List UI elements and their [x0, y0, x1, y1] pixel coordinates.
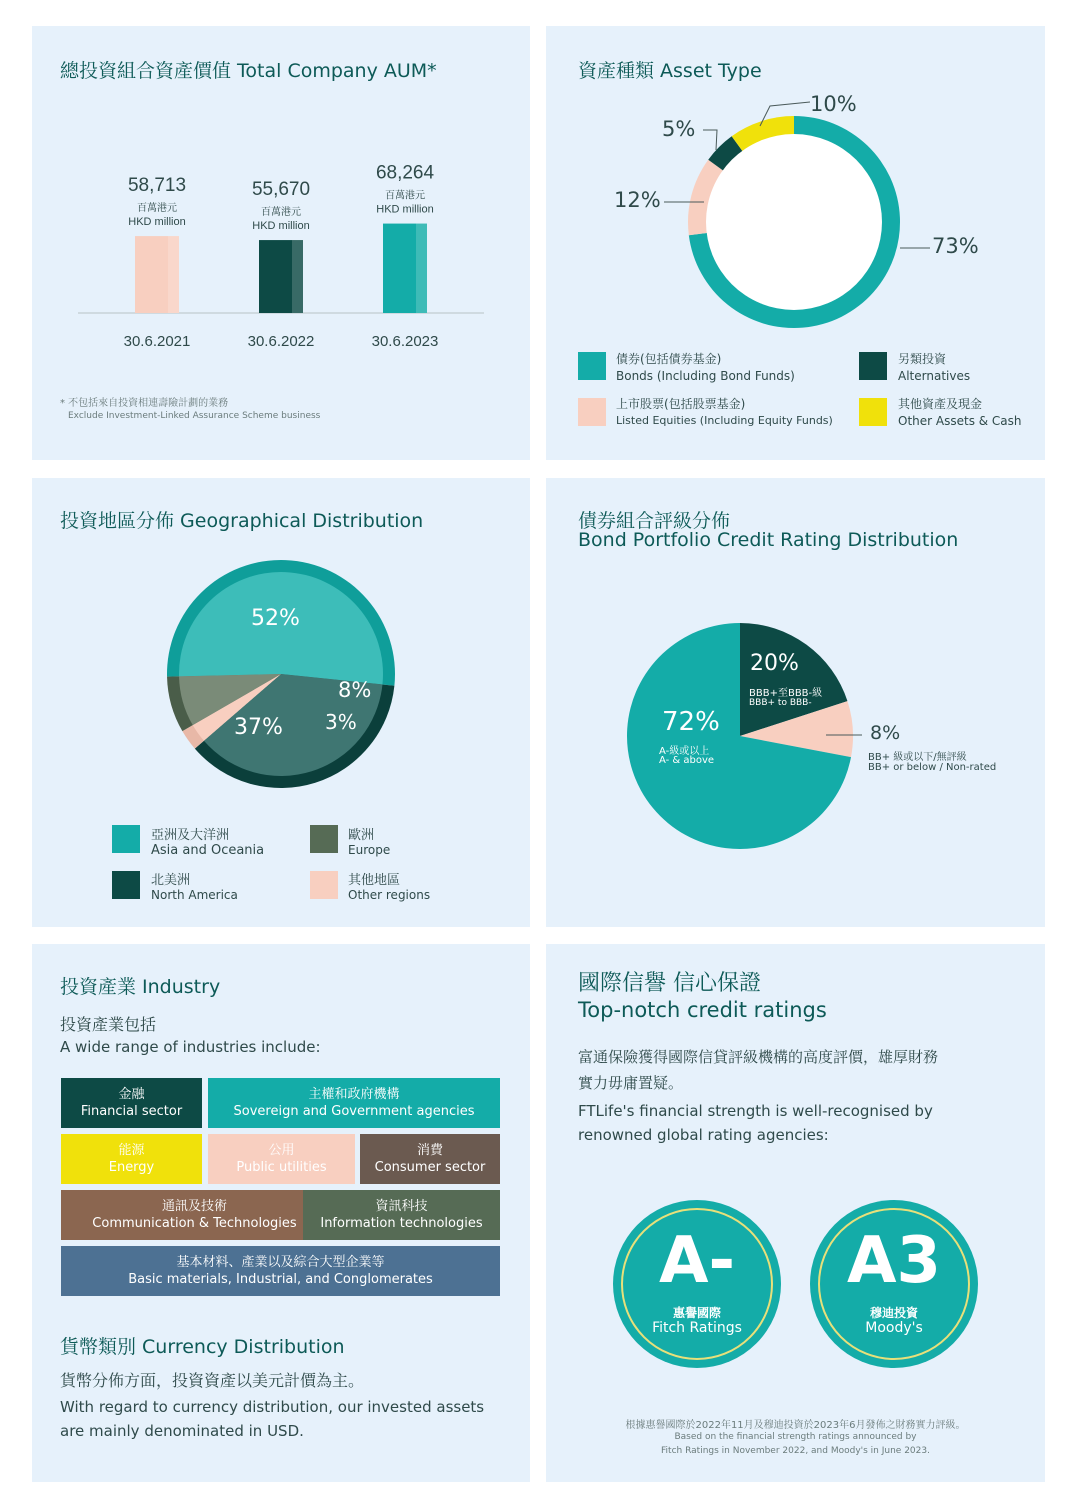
geo-label-37: 37% — [234, 715, 283, 740]
industry-tile-zh: 通訊及技術 — [161, 1199, 227, 1214]
moodys-name-zh: 穆迪投資 — [869, 1306, 918, 1320]
legend-other-zh: 其他資產及現金 — [898, 397, 983, 411]
industry-tile-en: Energy — [108, 1160, 155, 1175]
bond-label-8-pct: 8% — [870, 722, 901, 744]
industry-tile-en: Information technologies — [320, 1216, 483, 1231]
geo-label-52: 52% — [251, 606, 300, 631]
bond-label-20-pct: 20% — [750, 651, 799, 676]
legend-equities-zh: 上市股票(包括股票基金) — [616, 397, 746, 411]
industry-tile-zh: 能源 — [118, 1143, 145, 1158]
aum-footnote-zh: * 不包括來自投資相連壽險計劃的業務 — [60, 398, 229, 409]
asset-title: 資產種類 Asset Type — [578, 60, 762, 82]
geo-swatch-europe — [310, 825, 338, 853]
geo-pie-chart — [32, 478, 530, 808]
fitch-name-zh: 惠譽國際 — [672, 1306, 721, 1320]
legend-equities-en: Listed Equities (Including Equity Funds) — [616, 414, 833, 427]
bond-title-zh: 債券組合評級分佈 — [578, 510, 731, 532]
geo-panel — [32, 478, 530, 927]
geo-legend-na-zh: 北美洲 — [151, 873, 191, 888]
industry-tile-zh: 公用 — [268, 1143, 295, 1158]
geo-swatch-asia — [112, 825, 140, 853]
aum-unit-en: HKD million — [128, 216, 186, 229]
currency-title: 貨幣類別 Currency Distribution — [60, 1336, 345, 1358]
industry-tile-zh: 資訊科技 — [375, 1199, 428, 1214]
aum-title: 總投資組合資產價值 Total Company AUM* — [60, 60, 437, 82]
industry-tile-en: Consumer sector — [374, 1160, 486, 1175]
aum-footnote-en: Exclude Investment-Linked Assurance Scheme business — [68, 411, 321, 421]
industry-tile-basic-materials — [61, 1246, 500, 1296]
asset-label-12: 12% — [614, 188, 661, 212]
asset-label-73: 73% — [932, 234, 979, 258]
aum-unit-zh: 百萬港元 — [137, 203, 177, 215]
industry-tile-it — [303, 1190, 500, 1240]
aum-unit-zh: 百萬港元 — [261, 207, 301, 219]
moodys-rating-badge — [810, 1200, 978, 1368]
industry-tile-communication — [61, 1190, 328, 1240]
bond-label-8-zh: BB+ 級或以下/無評級 — [868, 752, 967, 763]
legend-alternatives-zh: 另類投資 — [898, 352, 947, 366]
fitch-rating: A- — [658, 1224, 736, 1298]
ratings-desc-en-1: FTLife's financial strength is well-recognised by — [578, 1102, 933, 1120]
moodys-name-en: Moody's — [865, 1320, 923, 1336]
industry-panel — [32, 944, 530, 1482]
industry-intro-en: A wide range of industries include: — [60, 1038, 321, 1056]
legend-bonds-en: Bonds (Including Bond Funds) — [616, 369, 795, 383]
legend-swatch-other — [859, 398, 887, 426]
legend-swatch-bonds — [578, 352, 606, 380]
industry-intro-zh: 投資產業包括 — [60, 1015, 157, 1034]
asset-leader-5 — [703, 130, 717, 150]
geo-legend-asia-zh: 亞洲及大洋洲 — [151, 828, 230, 843]
bond-label-72-pct: 72% — [662, 707, 720, 737]
aum-x-tick: 30.6.2021 — [123, 333, 191, 350]
aum-value-label: 55,670 — [251, 179, 311, 201]
industry-tile-en: Communication & Technologies — [92, 1216, 297, 1231]
industry-tile-zh: 主權和政府機構 — [308, 1087, 400, 1102]
aum-unit-zh: 百萬港元 — [385, 190, 425, 202]
moodys-rating: A3 — [846, 1224, 942, 1298]
industry-tile-energy — [61, 1134, 202, 1184]
bond-pie-chart — [546, 478, 1045, 878]
asset-panel — [546, 26, 1045, 460]
industry-tile-en: Basic materials, Industrial, and Conglomerates — [128, 1272, 433, 1287]
geo-swatch-other — [310, 871, 338, 899]
bond-label-20-en: BBB+ to BBB- — [749, 698, 812, 708]
aum-x-tick: 30.6.2023 — [371, 333, 439, 350]
aum-bar-shade — [292, 240, 303, 313]
aum-bar-shade — [168, 236, 179, 313]
geo-label-8: 8% — [338, 678, 372, 702]
bond-label-72-zh: A-級或以上 — [659, 746, 710, 757]
ratings-title-zh: 國際信譽 信心保證 — [578, 971, 761, 996]
legend-other-en: Other Assets & Cash — [898, 414, 1022, 428]
ratings-desc-zh-1: 富通保險獲得國際信貸評級機構的高度評價，雄厚財務 — [578, 1048, 939, 1066]
industry-title: 投資產業 Industry — [60, 976, 221, 998]
aum-panel — [32, 26, 530, 460]
legend-bonds-zh: 債券(包括債券基金) — [616, 352, 722, 366]
asset-label-5: 5% — [662, 117, 696, 141]
aum-unit-en: HKD million — [252, 220, 310, 233]
geo-title: 投資地區分佈 Geographical Distribution — [60, 510, 424, 532]
geo-legend-europe-en: Europe — [348, 843, 391, 857]
aum-bar-shade — [416, 224, 427, 313]
bond-label-72-en: A- & above — [659, 755, 715, 766]
ratings-desc-en-2: renowned global rating agencies: — [578, 1126, 829, 1144]
currency-zh: 貨幣分佈方面，投資資產以美元計價為主。 — [60, 1371, 365, 1390]
bond-label-8-en: BB+ or below / Non-rated — [868, 762, 997, 773]
geo-legend-other-en: Other regions — [348, 888, 431, 902]
ratings-note-zh: 根據惠譽國際於2022年11月及穆迪投資於2023年6月發佈之財務實力評級。 — [625, 1420, 966, 1431]
aum-unit-en: HKD million — [376, 203, 434, 216]
ratings-note-en-2: Fitch Ratings in November 2022, and Moody's in June 2023. — [661, 1446, 930, 1456]
ratings-panel — [546, 944, 1045, 1482]
industry-tile-zh: 金融 — [118, 1087, 145, 1102]
industry-tile-consumer — [360, 1134, 500, 1184]
ratings-desc-zh-2: 實力毋庸置疑。 — [578, 1074, 684, 1092]
asset-donut-hole — [706, 134, 882, 310]
bond-panel — [546, 478, 1045, 927]
fitch-name-en: Fitch Ratings — [652, 1320, 742, 1336]
aum-value-label: 68,264 — [375, 162, 435, 184]
industry-tile-financial — [61, 1078, 202, 1128]
geo-legend-europe-zh: 歐洲 — [348, 828, 375, 843]
geo-label-3: 3% — [325, 710, 357, 734]
fitch-rating-badge — [613, 1200, 781, 1368]
industry-tile-en: Public utilities — [236, 1160, 327, 1175]
geo-legend-asia-en: Asia and Oceania — [151, 843, 265, 858]
industry-tile-zh: 基本材料、產業以及綜合大型企業等 — [176, 1255, 385, 1270]
geo-swatch-north-america — [112, 871, 140, 899]
currency-en-1: With regard to currency distribution, our invested assets — [60, 1398, 485, 1416]
geo-legend-other-zh: 其他地區 — [348, 873, 401, 888]
currency-en-2: are mainly denominated in USD. — [60, 1422, 304, 1440]
bond-title-en: Bond Portfolio Credit Rating Distribution — [578, 529, 959, 551]
ratings-title-en: Top-notch credit ratings — [578, 998, 827, 1022]
aum-value-label: 58,713 — [127, 175, 187, 197]
industry-tile-sovereign — [208, 1078, 500, 1128]
industry-tile-en: Sovereign and Government agencies — [233, 1104, 475, 1119]
geo-legend-na-en: North America — [151, 888, 238, 902]
legend-swatch-alternatives — [859, 352, 887, 380]
asset-label-10: 10% — [810, 92, 857, 116]
legend-alternatives-en: Alternatives — [898, 369, 971, 383]
legend-swatch-equities — [578, 398, 606, 426]
industry-tile-en: Financial sector — [80, 1104, 183, 1119]
ratings-note-en-1: Based on the financial strength ratings announced by — [674, 1432, 917, 1442]
aum-x-tick: 30.6.2022 — [247, 333, 315, 350]
industry-tile-utilities — [208, 1134, 355, 1184]
industry-tile-zh: 消費 — [416, 1143, 443, 1158]
bond-label-20-zh: BBB+至BBB-級 — [749, 688, 823, 699]
asset-donut-chart — [546, 26, 1045, 346]
